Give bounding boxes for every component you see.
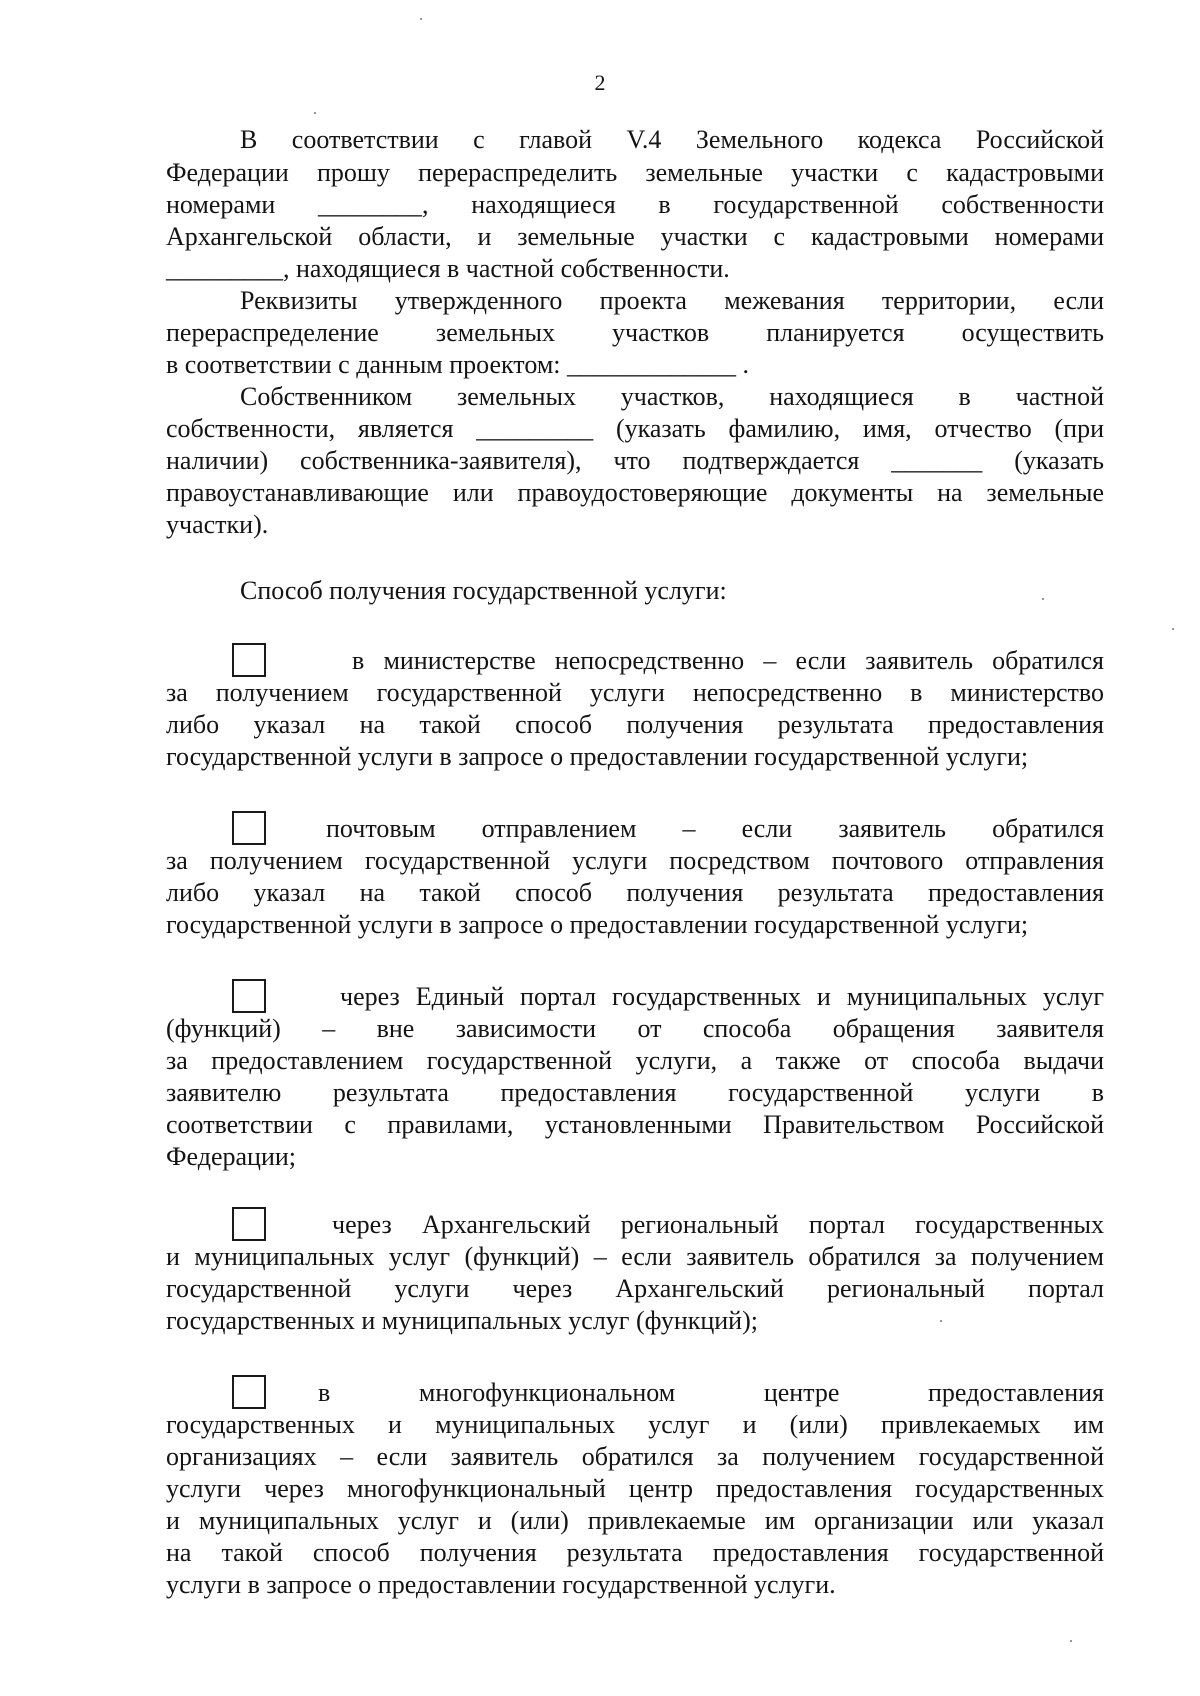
regional-portal-checkbox[interactable] (232, 1207, 266, 1241)
text-line: государственной услуги в запросе о предоставлении государственной услуги; (166, 742, 1029, 771)
text-line: соответствии с правилами, установленными Правительством Российской (166, 1110, 1104, 1139)
text-line: либо указал на такой способ получения результата предоставления (166, 710, 1104, 739)
text-line: и муниципальных услуг (функций) – если заявитель обратился за получением (166, 1242, 1104, 1271)
text-line: заявителю результата предоставления государственной услуги в (166, 1078, 1104, 1107)
text-line: Федерации; (166, 1142, 297, 1171)
mail-checkbox[interactable] (232, 811, 266, 845)
text-line: участки). (166, 510, 269, 539)
text-line: В соответствии с главой V.4 Земельного кодекса Российской (240, 125, 1104, 154)
text-line: Собственником земельных участков, находящиеся в частной (240, 382, 1104, 411)
text-line: (функций) – вне зависимости от способа обращения заявителя (166, 1014, 1104, 1043)
unified-portal-checkbox[interactable] (232, 979, 266, 1013)
text-line: Реквизиты утвержденного проекта межевания территории, если (240, 286, 1104, 315)
text-line: Архангельской области, и земельные участки с кадастровыми номерами (166, 222, 1104, 251)
text-line: государственной услуги через Архангельский региональный портал (166, 1274, 1104, 1303)
page-number: 2 (594, 70, 606, 95)
text-line: в соответствии с данным проектом: _____________ . (166, 350, 750, 379)
text-line: государственной услуги в запросе о предоставлении государственной услуги; (166, 910, 1029, 939)
mfc-checkbox[interactable] (232, 1375, 266, 1409)
text-line: _________, находящиеся в частной собственности. (166, 254, 730, 283)
text-line: организациях – если заявитель обратился за получением государственной (166, 1442, 1104, 1471)
text-line: услуги в запросе о предоставлении государственной услуги. (166, 1570, 836, 1599)
text-line: почтовым отправлением – если заявитель обратился (326, 814, 1104, 843)
text-line: и муниципальных услуг и (или) привлекаемые им организации или указал (166, 1506, 1104, 1535)
text-line: за получением государственной услуги непосредственно в министерство (166, 678, 1104, 707)
text-line: наличии) собственника-заявителя), что подтверждается _______ (указать (166, 446, 1104, 475)
text-line: через Единый портал государственных и муниципальных услуг (340, 982, 1104, 1011)
scan-speck (1070, 1640, 1072, 1642)
text-line: номерами ________, находящиеся в государственной собственности (166, 190, 1104, 219)
text-line: услуги через многофункциональный центр предоставления государственных (166, 1474, 1104, 1503)
ministry-checkbox[interactable] (232, 643, 266, 677)
text-line: в многофункциональном центре предоставления (318, 1378, 1104, 1407)
scan-speck (314, 112, 316, 114)
text-line: правоустанавливающие или правоудостоверяющие документы на земельные (166, 478, 1104, 507)
text-line: за предоставлением государственной услуги, а также от способа выдачи (166, 1046, 1104, 1075)
method-heading: Способ получения государственной услуги: (240, 576, 727, 605)
text-line: Федерации прошу перераспределить земельные участки с кадастровыми (166, 158, 1104, 187)
text-line: за получением государственной услуги посредством почтового отправления (166, 846, 1104, 875)
text-line: государственных и муниципальных услуг (функций); (166, 1306, 758, 1335)
text-line: в министерстве непосредственно – если заявитель обратился (352, 646, 1104, 675)
scan-speck (1172, 628, 1174, 630)
text-line: либо указал на такой способ получения результата предоставления (166, 878, 1104, 907)
scan-speck (940, 1320, 942, 1322)
text-line: государственных и муниципальных услуг и (или) привлекаемых им (166, 1410, 1104, 1439)
text-line: собственности, является _________ (указать фамилию, имя, отчество (при (166, 414, 1104, 443)
scan-speck (420, 18, 422, 20)
scan-speck (1042, 598, 1044, 600)
text-line: через Архангельский региональный портал государственных (332, 1210, 1104, 1239)
text-line: на такой способ получения результата предоставления государственной (166, 1538, 1104, 1567)
text-line: перераспределение земельных участков планируется осуществить (166, 318, 1104, 347)
